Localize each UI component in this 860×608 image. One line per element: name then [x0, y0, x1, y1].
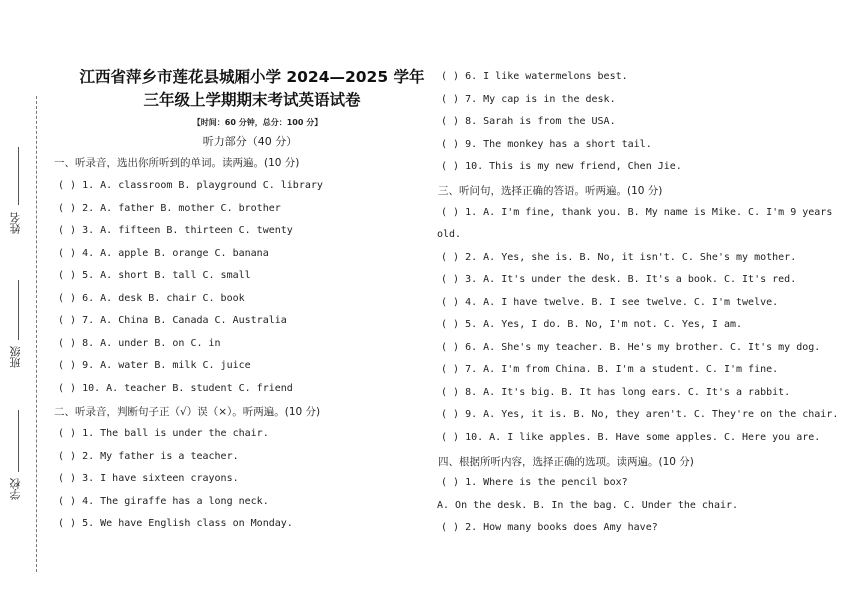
section2-item: ( ) 6. I like watermelons best.	[441, 71, 628, 82]
section2-item: ( ) 8. Sarah is from the USA.	[441, 116, 616, 127]
exam-title: 江西省萍乡市莲花县城厢小学 2024—2025 学年三年级上学期期末考试英语试卷	[79, 68, 425, 109]
section2-item: ( ) 5. We have English class on Monday.	[58, 518, 293, 529]
section1-item: ( ) 1. A. classroom B. playground C. library	[58, 180, 323, 191]
section1-item: ( ) 3. A. fifteen B. thirteen C. twenty	[58, 225, 293, 236]
section3-item: ( ) 4. A. I have twelve. B. I see twelve. C. I'm twelve.	[441, 297, 779, 308]
section4-options: A. On the desk. B. In the bag. C. Under the chair.	[437, 500, 739, 511]
school-label: 学校	[9, 478, 22, 500]
section1-heading: 一、听录音，选出你所听到的单词。读两遍。(10 分)	[54, 157, 300, 169]
section2-item: ( ) 9. The monkey has a short tail.	[441, 139, 652, 150]
binding-strip	[0, 0, 46, 608]
section1-item: ( ) 10. A. teacher B. student C. friend	[58, 383, 293, 394]
section1-item: ( ) 5. A. short B. tall C. small	[58, 270, 251, 281]
section2-item: ( ) 3. I have sixteen crayons.	[58, 473, 239, 484]
section2-item: ( ) 1. The ball is under the chair.	[58, 428, 269, 439]
listening-part-title: 听力部分（40 分）	[202, 135, 298, 148]
section1-item: ( ) 8. A. under B. on C. in	[58, 338, 221, 349]
section3-item: ( ) 9. A. Yes, it is. B. No, they aren't. C. They're on the chair.	[441, 409, 839, 420]
section3-item-continuation: old.	[437, 229, 462, 240]
section2-heading: 二、听录音，判断句子正（√）误（×）。听两遍。(10 分)	[54, 406, 321, 418]
section2-item: ( ) 2. My father is a teacher.	[58, 451, 239, 462]
section3-item: ( ) 5. A. Yes, I do. B. No, I'm not. C. Yes, I am.	[441, 319, 743, 330]
section3-item: ( ) 7. A. I'm from China. B. I'm a student. C. I'm fine.	[441, 364, 779, 375]
section1-item: ( ) 6. A. desk B. chair C. book	[58, 293, 245, 304]
section3-heading: 三、听问句，选择正确的答语。听两遍。(10 分)	[438, 185, 663, 197]
school-blank[interactable]	[18, 410, 19, 472]
section3-item: ( ) 6. A. She's my teacher. B. He's my brother. C. It's my dog.	[441, 342, 821, 353]
section4-heading: 四、根据所听内容，选择正确的选项。读两遍。(10 分)	[438, 456, 694, 468]
section3-item: ( ) 8. A. It's big. B. It has long ears. C. It's a rabbit.	[441, 387, 791, 398]
section2-item: ( ) 7. My cap is in the desk.	[441, 94, 616, 105]
section1-item: ( ) 9. A. water B. milk C. juice	[58, 360, 251, 371]
section3-item: ( ) 1. A. I'm fine, thank you. B. My name is Mike. C. I'm 9 years	[441, 207, 833, 218]
section2-item: ( ) 4. The giraffe has a long neck.	[58, 496, 269, 507]
section1-item: ( ) 2. A. father B. mother C. brother	[58, 203, 281, 214]
section1-item: ( ) 4. A. apple B. orange C. banana	[58, 248, 269, 259]
section3-item: ( ) 3. A. It's under the desk. B. It's a book. C. It's red.	[441, 274, 797, 285]
section1-item: ( ) 7. A. China B. Canada C. Australia	[58, 315, 287, 326]
section4-question: ( ) 2. How many books does Amy have?	[441, 522, 658, 533]
name-label: 姓名	[9, 212, 22, 234]
exam-meta: 【时间：60 分钟，总分：100 分】	[192, 118, 323, 127]
class-blank[interactable]	[18, 280, 19, 340]
section2-item: ( ) 10. This is my new friend, Chen Jie.	[441, 161, 682, 172]
section3-item: ( ) 10. A. I like apples. B. Have some apples. C. Here you are.	[441, 432, 821, 443]
class-label: 班级	[9, 346, 22, 368]
section4-question: ( ) 1. Where is the pencil box?	[441, 477, 628, 488]
name-blank[interactable]	[18, 147, 19, 205]
section3-item: ( ) 2. A. Yes, she is. B. No, it isn't. C. She's my mother.	[441, 252, 797, 263]
binding-dotted-line	[36, 96, 37, 572]
